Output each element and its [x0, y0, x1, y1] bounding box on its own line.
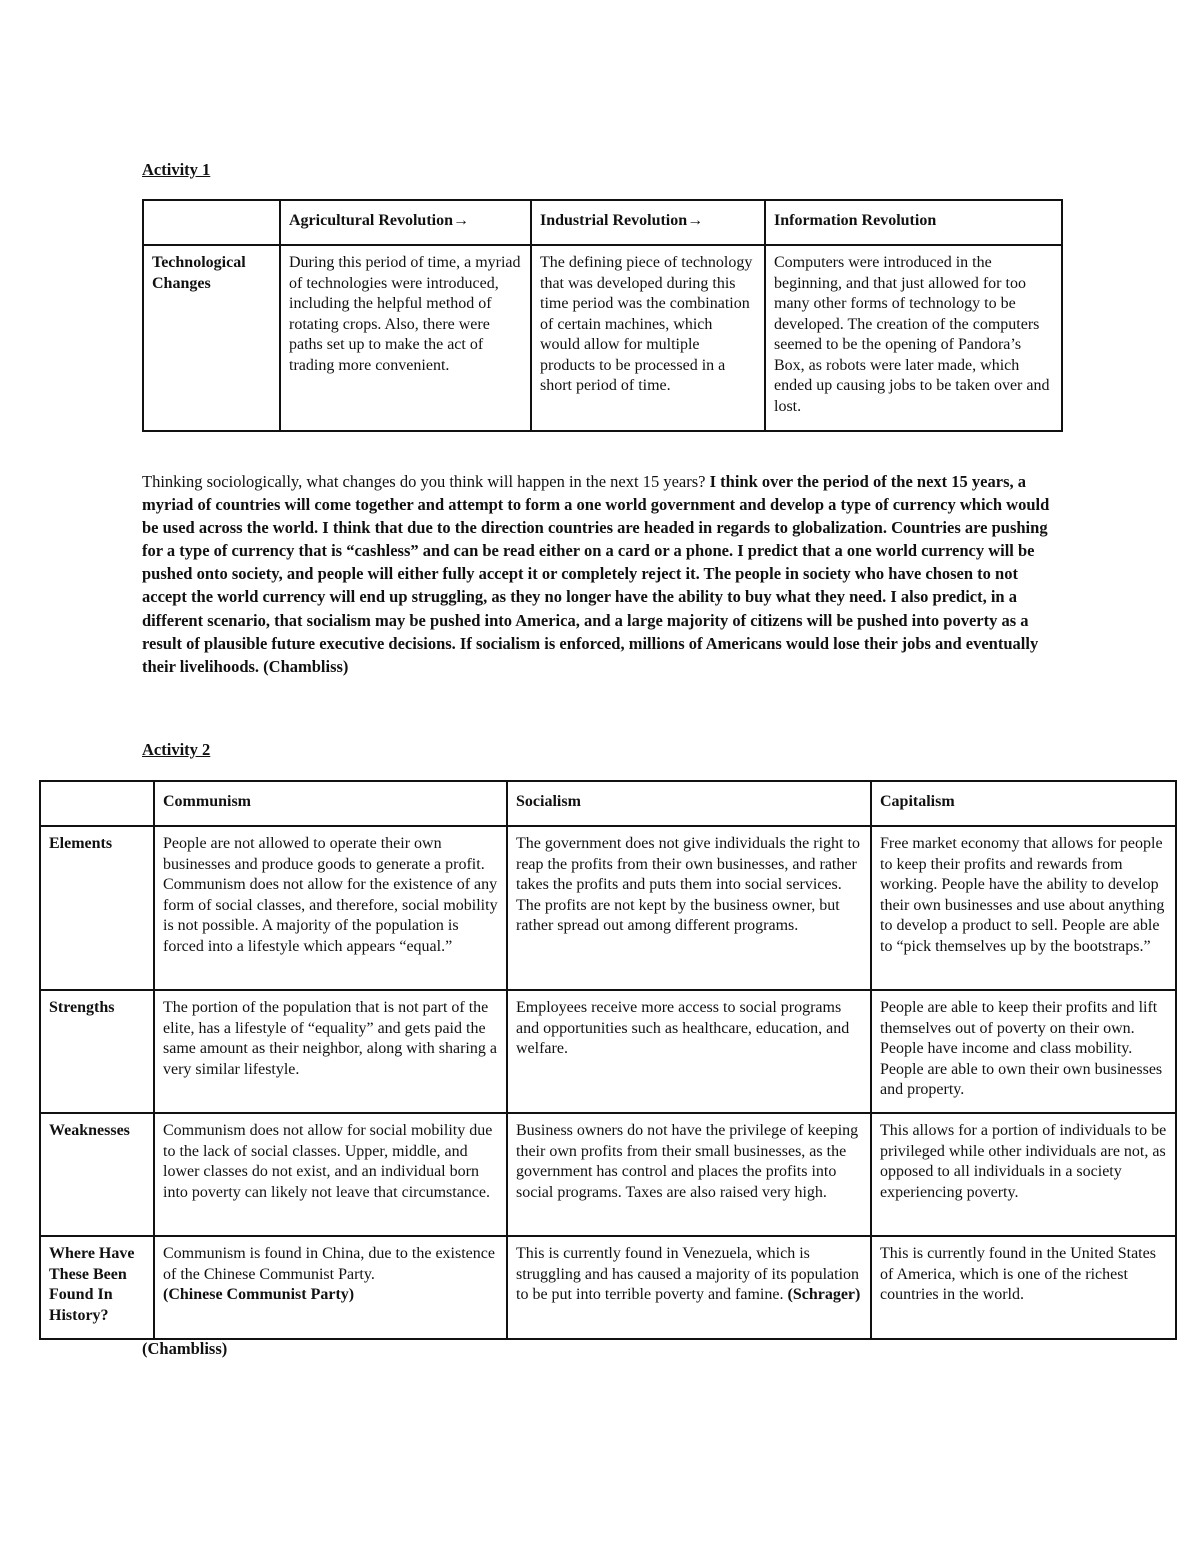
answer-text: I think over the period of the next 15 years, a myriad of countries will come together and attempt to form a one world government and develop a type of currency which would be used across the world. I think that due to the direction countries are headed in regards to globalization. Countries are pushing for a type of currency that is “cashless” and can be read either on a card or a phone. I predict that a one world currency will be pushed onto society, and people will either fully accept it or completely reject it. The people in society who have chosen to not accept the world currency will end up struggling, as they no longer have the ability to buy what they need. I also predict, in a different scenario, that socialism may be pushed into America, and a large majority of citizens will be pushed into poverty as a result of plausible future executive decisions. If socialism is enforced, millions of Americans would lose their jobs and eventually their livelihoods. (Chambliss)	[142, 472, 1050, 676]
communism-history-text: Communism is found in China, due to the existence of the Chinese Communist Party.	[163, 1245, 495, 1283]
header-cell-empty	[143, 200, 280, 245]
row-label-weaknesses: Weaknesses	[40, 1113, 154, 1236]
activity-1-response	[142, 470, 1057, 678]
cell-capitalism-elements: Free market economy that allows for people to keep their profits and rewards from working. People have the ability to develop their own businesses and use about anything to develop a product to sell. People are able to “pick themselves up by the bootstraps.”	[871, 826, 1176, 990]
activity-1-heading: Activity 1	[142, 160, 211, 179]
table-header-row	[143, 200, 1062, 245]
cell-communism-elements: People are not allowed to operate their own businesses and produce goods to generate a profit. Communism does not allow for the existence of any form of social classes, and therefore, social mobility is not possible. A majority of the population is forced into a lifestyle which appears “equal.”	[154, 826, 507, 990]
cell-socialism-weaknesses: Business owners do not have the privilege of keeping their own profits from their small businesses, as the government has control and places the profits into social programs. Taxes are also raised very high.	[507, 1113, 871, 1236]
header-cell-empty	[40, 781, 154, 826]
cell-socialism-strengths: Employees receive more access to social programs and opportunities such as healthcare, education, and welfare.	[507, 990, 871, 1113]
header-information-revolution: Information Revolution	[765, 200, 1062, 245]
row-label-elements: Elements	[40, 826, 154, 990]
row-label-strengths: Strengths	[40, 990, 154, 1113]
cell-communism-strengths: The portion of the population that is not part of the elite, has a lifestyle of “equality” and gets paid the same amount as their neighbor, along with sharing a very similar lifestyle.	[154, 990, 507, 1113]
table-row	[40, 990, 1176, 1113]
table-row	[40, 1236, 1176, 1339]
row-label-history: Where Have These Been Found In History?	[40, 1236, 154, 1339]
cell-socialism-history	[507, 1236, 871, 1339]
header-socialism: Socialism	[507, 781, 871, 826]
question-text: Thinking sociologically, what changes do you think will happen in the next 15 years?	[142, 472, 706, 491]
activity-2-table	[39, 780, 1177, 1340]
cell-socialism-elements: The government does not give individuals the right to reap the profits from their own businesses, and rather takes the profits and puts them into social services. The profits are not kept by the business owner, but rather spread out among different programs.	[507, 826, 871, 990]
cell-capitalism-strengths: People are able to keep their profits and lift themselves out of poverty on their own. People have income and class mobility. People are able to own their own businesses and property.	[871, 990, 1176, 1113]
communism-history-citation: (Chinese Communist Party)	[163, 1286, 355, 1303]
table-row	[40, 826, 1176, 990]
cell-capitalism-weaknesses: This allows for a portion of individuals to be privileged while other individuals are not, as opposed to all individuals in a society experiencing poverty.	[871, 1113, 1176, 1236]
header-capitalism: Capitalism	[871, 781, 1176, 826]
table-row	[143, 245, 1062, 431]
table-row	[40, 1113, 1176, 1236]
header-industrial-revolution: Industrial Revolution→	[531, 200, 765, 245]
activity-1-table	[142, 199, 1063, 432]
socialism-history-citation: (Schrager)	[787, 1286, 861, 1303]
activity-2-citation: (Chambliss)	[142, 1339, 228, 1358]
row-label-technological-changes: Technological Changes	[143, 245, 280, 431]
socialism-history-text: This is currently found in Venezuela, which is struggling and has caused a majority of its population to be put into terrible poverty and famine.	[516, 1245, 860, 1303]
cell-information: Computers were introduced in the beginning, and that just allowed for too many other forms of technology to be developed. The creation of the computers seemed to be the opening of Pandora’s Box, as robots were later made, which ended up causing jobs to be taken over and lost.	[765, 245, 1062, 431]
cell-communism-history	[154, 1236, 507, 1339]
cell-agricultural: During this period of time, a myriad of technologies were introduced, including the helpful method of rotating crops. Also, there were paths set up to make the act of trading more convenient.	[280, 245, 531, 431]
table-header-row	[40, 781, 1176, 826]
header-agricultural-revolution: Agricultural Revolution→	[280, 200, 531, 245]
cell-communism-weaknesses: Communism does not allow for social mobility due to the lack of social classes. Upper, middle, and lower classes do not exist, and an individual born into poverty can likely not leave that circumstance.	[154, 1113, 507, 1236]
cell-capitalism-history: This is currently found in the United States of America, which is one of the richest countries in the world.	[871, 1236, 1176, 1339]
header-communism: Communism	[154, 781, 507, 826]
activity-2-heading: Activity 2	[142, 740, 211, 759]
cell-industrial: The defining piece of technology that was developed during this time period was the combination of certain machines, which would allow for multiple products to be processed in a short period of time.	[531, 245, 765, 431]
